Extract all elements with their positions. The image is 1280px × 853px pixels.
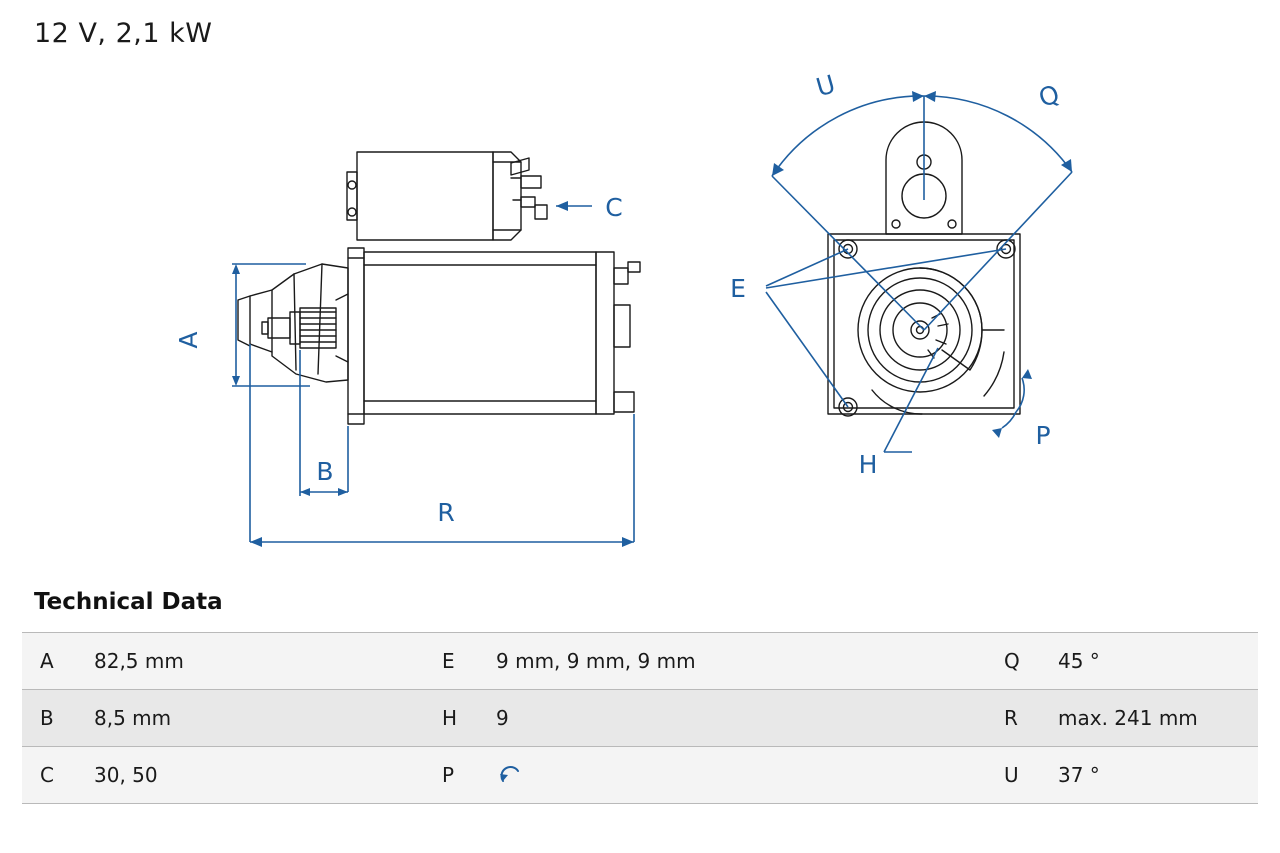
dimension-label-a: A (174, 331, 203, 349)
row-value-q: 45 ° (1044, 633, 1258, 690)
row-key-b: B (22, 690, 80, 747)
dimension-label-c: C (605, 193, 623, 222)
row-value-c: 30, 50 (80, 747, 424, 804)
table-row (22, 747, 1258, 804)
row-key-h: H (424, 690, 482, 747)
row-key-u: U (986, 747, 1044, 804)
dimension-label-q: Q (1034, 79, 1064, 114)
row-value-p (482, 747, 986, 804)
row-value-r: max. 241 mm (1044, 690, 1258, 747)
dimension-label-e: E (730, 274, 746, 303)
technical-data-table (22, 632, 1258, 804)
technical-data-heading: Technical Data (34, 589, 223, 615)
row-value-u: 37 ° (1044, 747, 1258, 804)
row-value-a: 82,5 mm (80, 633, 424, 690)
dimension-label-h: H (858, 450, 878, 479)
row-key-e: E (424, 633, 482, 690)
dimension-label-b: B (316, 457, 334, 486)
row-key-r: R (986, 690, 1044, 747)
row-value-b: 8,5 mm (80, 690, 424, 747)
row-value-e: 9 mm, 9 mm, 9 mm (482, 633, 986, 690)
row-value-h: 9 (482, 690, 986, 747)
table-row (22, 633, 1258, 690)
rotation-direction-icon (496, 762, 530, 788)
row-key-q: Q (986, 633, 1044, 690)
dimension-label-p: P (1035, 421, 1051, 450)
table-row (22, 690, 1258, 747)
page-title: 12 V, 2,1 kW (34, 18, 213, 49)
row-key-p: P (424, 747, 482, 804)
dimension-label-u: U (812, 69, 839, 103)
row-key-c: C (22, 747, 80, 804)
dimension-label-r: R (437, 498, 455, 527)
row-key-a: A (22, 633, 80, 690)
